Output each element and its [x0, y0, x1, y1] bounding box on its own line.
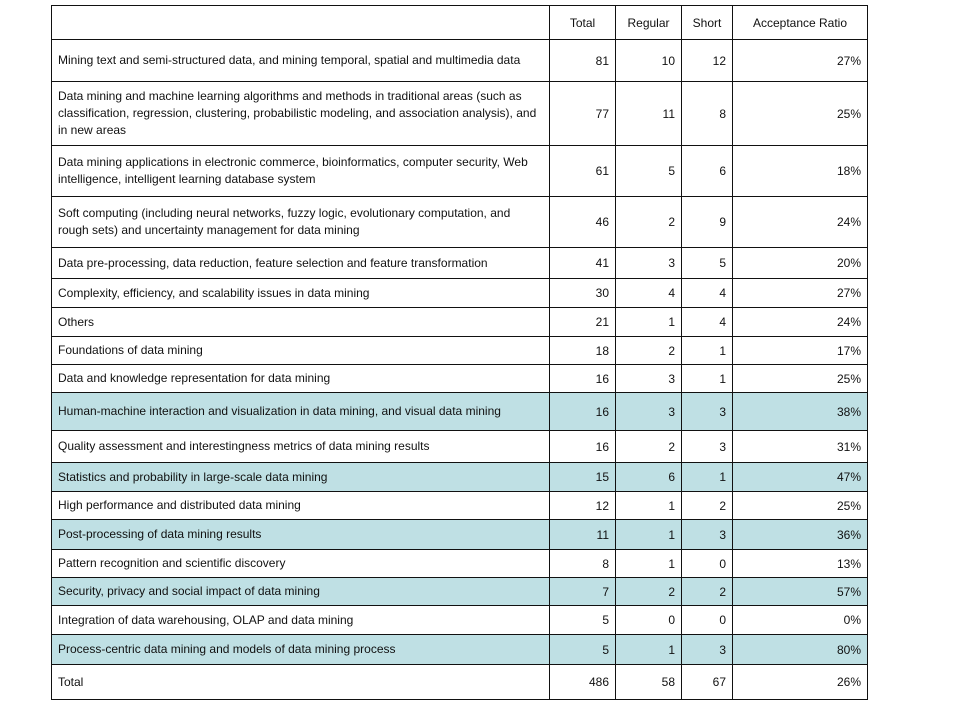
cell-regular: 10	[616, 40, 682, 82]
cell-topic: Post-processing of data mining results	[52, 520, 550, 550]
header-regular: Regular	[616, 6, 682, 40]
cell-topic: Mining text and semi-structured data, and mining temporal, spatial and multimedia data	[52, 40, 550, 82]
cell-ratio: 25%	[733, 492, 868, 520]
cell-total: 7	[550, 578, 616, 606]
cell-total: 12	[550, 492, 616, 520]
cell-total: 16	[550, 393, 616, 431]
cell-total: 486	[550, 665, 616, 700]
cell-short: 67	[682, 665, 733, 700]
cell-ratio: 38%	[733, 393, 868, 431]
table-row	[52, 308, 868, 337]
table-row	[52, 550, 868, 578]
table-row	[52, 337, 868, 365]
cell-short: 4	[682, 279, 733, 308]
cell-ratio: 20%	[733, 248, 868, 279]
table-row	[52, 520, 868, 550]
table-row	[52, 431, 868, 463]
cell-short: 5	[682, 248, 733, 279]
cell-short: 9	[682, 197, 733, 248]
cell-short: 3	[682, 635, 733, 665]
cell-topic: Data mining and machine learning algorithms and methods in traditional areas (such as classification, regression, clustering, probabilistic modeling, and association analysis), and in new areas	[52, 82, 550, 146]
table-row	[52, 606, 868, 635]
cell-total: 11	[550, 520, 616, 550]
table-container	[51, 5, 868, 700]
cell-short: 12	[682, 40, 733, 82]
cell-ratio: 31%	[733, 431, 868, 463]
cell-ratio: 25%	[733, 365, 868, 393]
cell-short: 2	[682, 492, 733, 520]
cell-short: 3	[682, 520, 733, 550]
cell-topic: Quality assessment and interestingness metrics of data mining results	[52, 431, 550, 463]
cell-regular: 5	[616, 146, 682, 197]
cell-topic: Process-centric data mining and models of data mining process	[52, 635, 550, 665]
cell-total: 15	[550, 463, 616, 492]
cell-short: 4	[682, 308, 733, 337]
cell-regular: 3	[616, 393, 682, 431]
cell-regular: 3	[616, 248, 682, 279]
total-row	[52, 665, 868, 700]
table-row	[52, 82, 868, 146]
cell-ratio: 25%	[733, 82, 868, 146]
cell-total: 8	[550, 550, 616, 578]
cell-total: 30	[550, 279, 616, 308]
cell-total: 41	[550, 248, 616, 279]
cell-short: 1	[682, 365, 733, 393]
cell-short: 2	[682, 578, 733, 606]
cell-regular: 1	[616, 635, 682, 665]
cell-total: 77	[550, 82, 616, 146]
cell-regular: 6	[616, 463, 682, 492]
cell-total: 5	[550, 635, 616, 665]
cell-short: 1	[682, 337, 733, 365]
cell-regular: 2	[616, 337, 682, 365]
cell-topic: Security, privacy and social impact of data mining	[52, 578, 550, 606]
cell-ratio: 17%	[733, 337, 868, 365]
table-row	[52, 393, 868, 431]
cell-ratio: 27%	[733, 279, 868, 308]
cell-total: 16	[550, 431, 616, 463]
cell-regular: 3	[616, 365, 682, 393]
cell-topic: Complexity, efficiency, and scalability issues in data mining	[52, 279, 550, 308]
cell-topic: Data pre-processing, data reduction, feature selection and feature transformation	[52, 248, 550, 279]
header-total: Total	[550, 6, 616, 40]
cell-regular: 1	[616, 520, 682, 550]
header-acceptance-ratio: Acceptance Ratio	[733, 6, 868, 40]
cell-ratio: 27%	[733, 40, 868, 82]
table-row	[52, 578, 868, 606]
cell-short: 0	[682, 550, 733, 578]
cell-ratio: 24%	[733, 197, 868, 248]
table-row	[52, 146, 868, 197]
cell-topic: Others	[52, 308, 550, 337]
cell-regular: 2	[616, 197, 682, 248]
cell-ratio: 80%	[733, 635, 868, 665]
cell-regular: 1	[616, 492, 682, 520]
table-row	[52, 40, 868, 82]
cell-short: 6	[682, 146, 733, 197]
table-row	[52, 492, 868, 520]
cell-total: 46	[550, 197, 616, 248]
cell-short: 3	[682, 431, 733, 463]
cell-short: 8	[682, 82, 733, 146]
header-topic	[52, 6, 550, 40]
cell-topic: Data and knowledge representation for data mining	[52, 365, 550, 393]
header-row	[52, 6, 868, 40]
table-row	[52, 197, 868, 248]
table-row	[52, 248, 868, 279]
cell-total: 21	[550, 308, 616, 337]
cell-total: 18	[550, 337, 616, 365]
cell-ratio: 24%	[733, 308, 868, 337]
cell-short: 3	[682, 393, 733, 431]
cell-total: 5	[550, 606, 616, 635]
cell-ratio: 47%	[733, 463, 868, 492]
cell-total: 16	[550, 365, 616, 393]
cell-topic: Pattern recognition and scientific discovery	[52, 550, 550, 578]
acceptance-table	[51, 5, 868, 700]
cell-topic: Total	[52, 665, 550, 700]
cell-topic: Data mining applications in electronic commerce, bioinformatics, computer security, Web intelligence, intelligent learning database system	[52, 146, 550, 197]
cell-regular: 2	[616, 431, 682, 463]
cell-ratio: 57%	[733, 578, 868, 606]
cell-ratio: 36%	[733, 520, 868, 550]
cell-topic: Statistics and probability in large-scale data mining	[52, 463, 550, 492]
cell-topic: Soft computing (including neural networks, fuzzy logic, evolutionary computation, and rough sets) and uncertainty management for data mining	[52, 197, 550, 248]
cell-ratio: 13%	[733, 550, 868, 578]
cell-total: 81	[550, 40, 616, 82]
table-row	[52, 463, 868, 492]
cell-regular: 1	[616, 550, 682, 578]
cell-regular: 2	[616, 578, 682, 606]
table-row	[52, 365, 868, 393]
cell-short: 0	[682, 606, 733, 635]
cell-topic: Foundations of data mining	[52, 337, 550, 365]
cell-regular: 11	[616, 82, 682, 146]
header-short: Short	[682, 6, 733, 40]
table-row	[52, 635, 868, 665]
cell-regular: 58	[616, 665, 682, 700]
cell-regular: 1	[616, 308, 682, 337]
cell-ratio: 0%	[733, 606, 868, 635]
cell-topic: Integration of data warehousing, OLAP and data mining	[52, 606, 550, 635]
cell-regular: 0	[616, 606, 682, 635]
cell-ratio: 18%	[733, 146, 868, 197]
table-body	[52, 40, 868, 700]
cell-regular: 4	[616, 279, 682, 308]
cell-total: 61	[550, 146, 616, 197]
cell-short: 1	[682, 463, 733, 492]
cell-topic: Human-machine interaction and visualization in data mining, and visual data mining	[52, 393, 550, 431]
cell-ratio: 26%	[733, 665, 868, 700]
cell-topic: High performance and distributed data mining	[52, 492, 550, 520]
table-row	[52, 279, 868, 308]
